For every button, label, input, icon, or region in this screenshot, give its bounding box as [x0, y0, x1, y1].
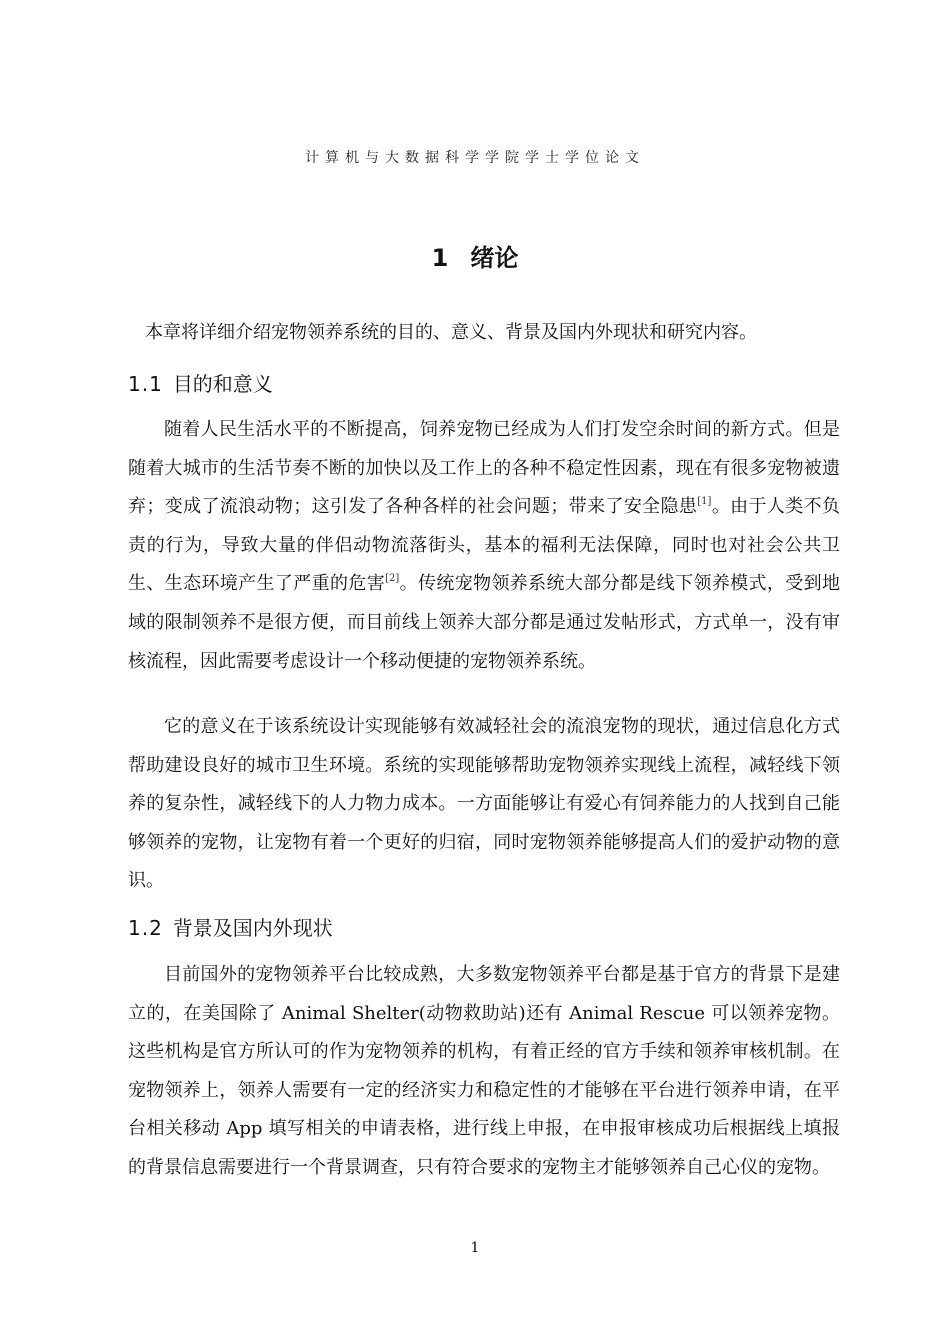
- citation: [2]: [385, 573, 400, 585]
- chapter-title: [0, 238, 950, 273]
- section-heading-1-2: [128, 912, 333, 941]
- page-number: 1: [470, 1240, 480, 1256]
- chapter-number: 1: [431, 244, 449, 272]
- section-heading-1-1: [128, 368, 273, 397]
- section-title: 背景及国内外现状: [172, 916, 333, 940]
- paragraph: 随着人民生活水平的不断提高，饲养宠物已经成为人们打发空余时间的新方式。但是随着大城市的生活节奏不断的加快以及工作上的各种不稳定性因素，现在有很多宠物被遗弃；变成了流浪动物；这引发了各种各样的社会问题；带来了安全隐患[1]。由于人类不负责的行为，导致大量的伴侣动物流落街头，基本的福利无法保障，同时也对社会公共卫生、生态环境产生了严重的危害[2]。传统宠物领养系统大部分都是线下领养模式，受到地域的限制领养不是很方便，而目前线上领养大部分都是通过发帖形式，方式单一，没有审核流程，因此需要考虑设计一个移动便捷的宠物领养系统。: [128, 419, 840, 672]
- chapter-intro: 本章将详细介绍宠物领养系统的目的、意义、背景及国内外现状和研究内容。: [145, 322, 757, 343]
- running-header: 计算机与大数据科学学院学士学位论文: [305, 150, 645, 166]
- paragraph: 它的意义在于该系统设计实现能够有效减轻社会的流浪宠物的现状，通过信息化方式帮助建设良好的城市卫生环境。系统的实现能够帮助宠物领养实现线上流程，减轻线下领养的复杂性，减轻线下的人力物力成本。一方面能够让有爱心有饲养能力的人找到自己能够领养的宠物，让宠物有着一个更好的归宿，同时宠物领养能够提高人们的爱护动物的意识。: [128, 716, 840, 892]
- section-number: 1.2: [128, 916, 163, 940]
- section-title: 目的和意义: [172, 372, 273, 396]
- section-number: 1.1: [128, 372, 163, 396]
- paragraph: 目前国外的宠物领养平台比较成熟，大多数宠物领养平台都是基于官方的背景下是建立的，在美国除了 Animal Shelter(动物救助站)还有 Animal Rescue 可以领养宠物。这些机构是官方所认可的作为宠物领养的机构，有着正经的官方手续和领养审核机制。在宠物领养上，领养人需要有一定的经济实力和稳定性的才能够在平台进行领养申请，在平台相关移动 App 填写相关的申请表格，进行线上申报，在申报审核成功后根据线上填报的背景信息需要进行一个背景调查，只有符合要求的宠物主才能够领养自己心仪的宠物。: [128, 964, 840, 1178]
- citation: [1]: [697, 496, 712, 508]
- chapter-title-text: 绪论: [470, 244, 519, 272]
